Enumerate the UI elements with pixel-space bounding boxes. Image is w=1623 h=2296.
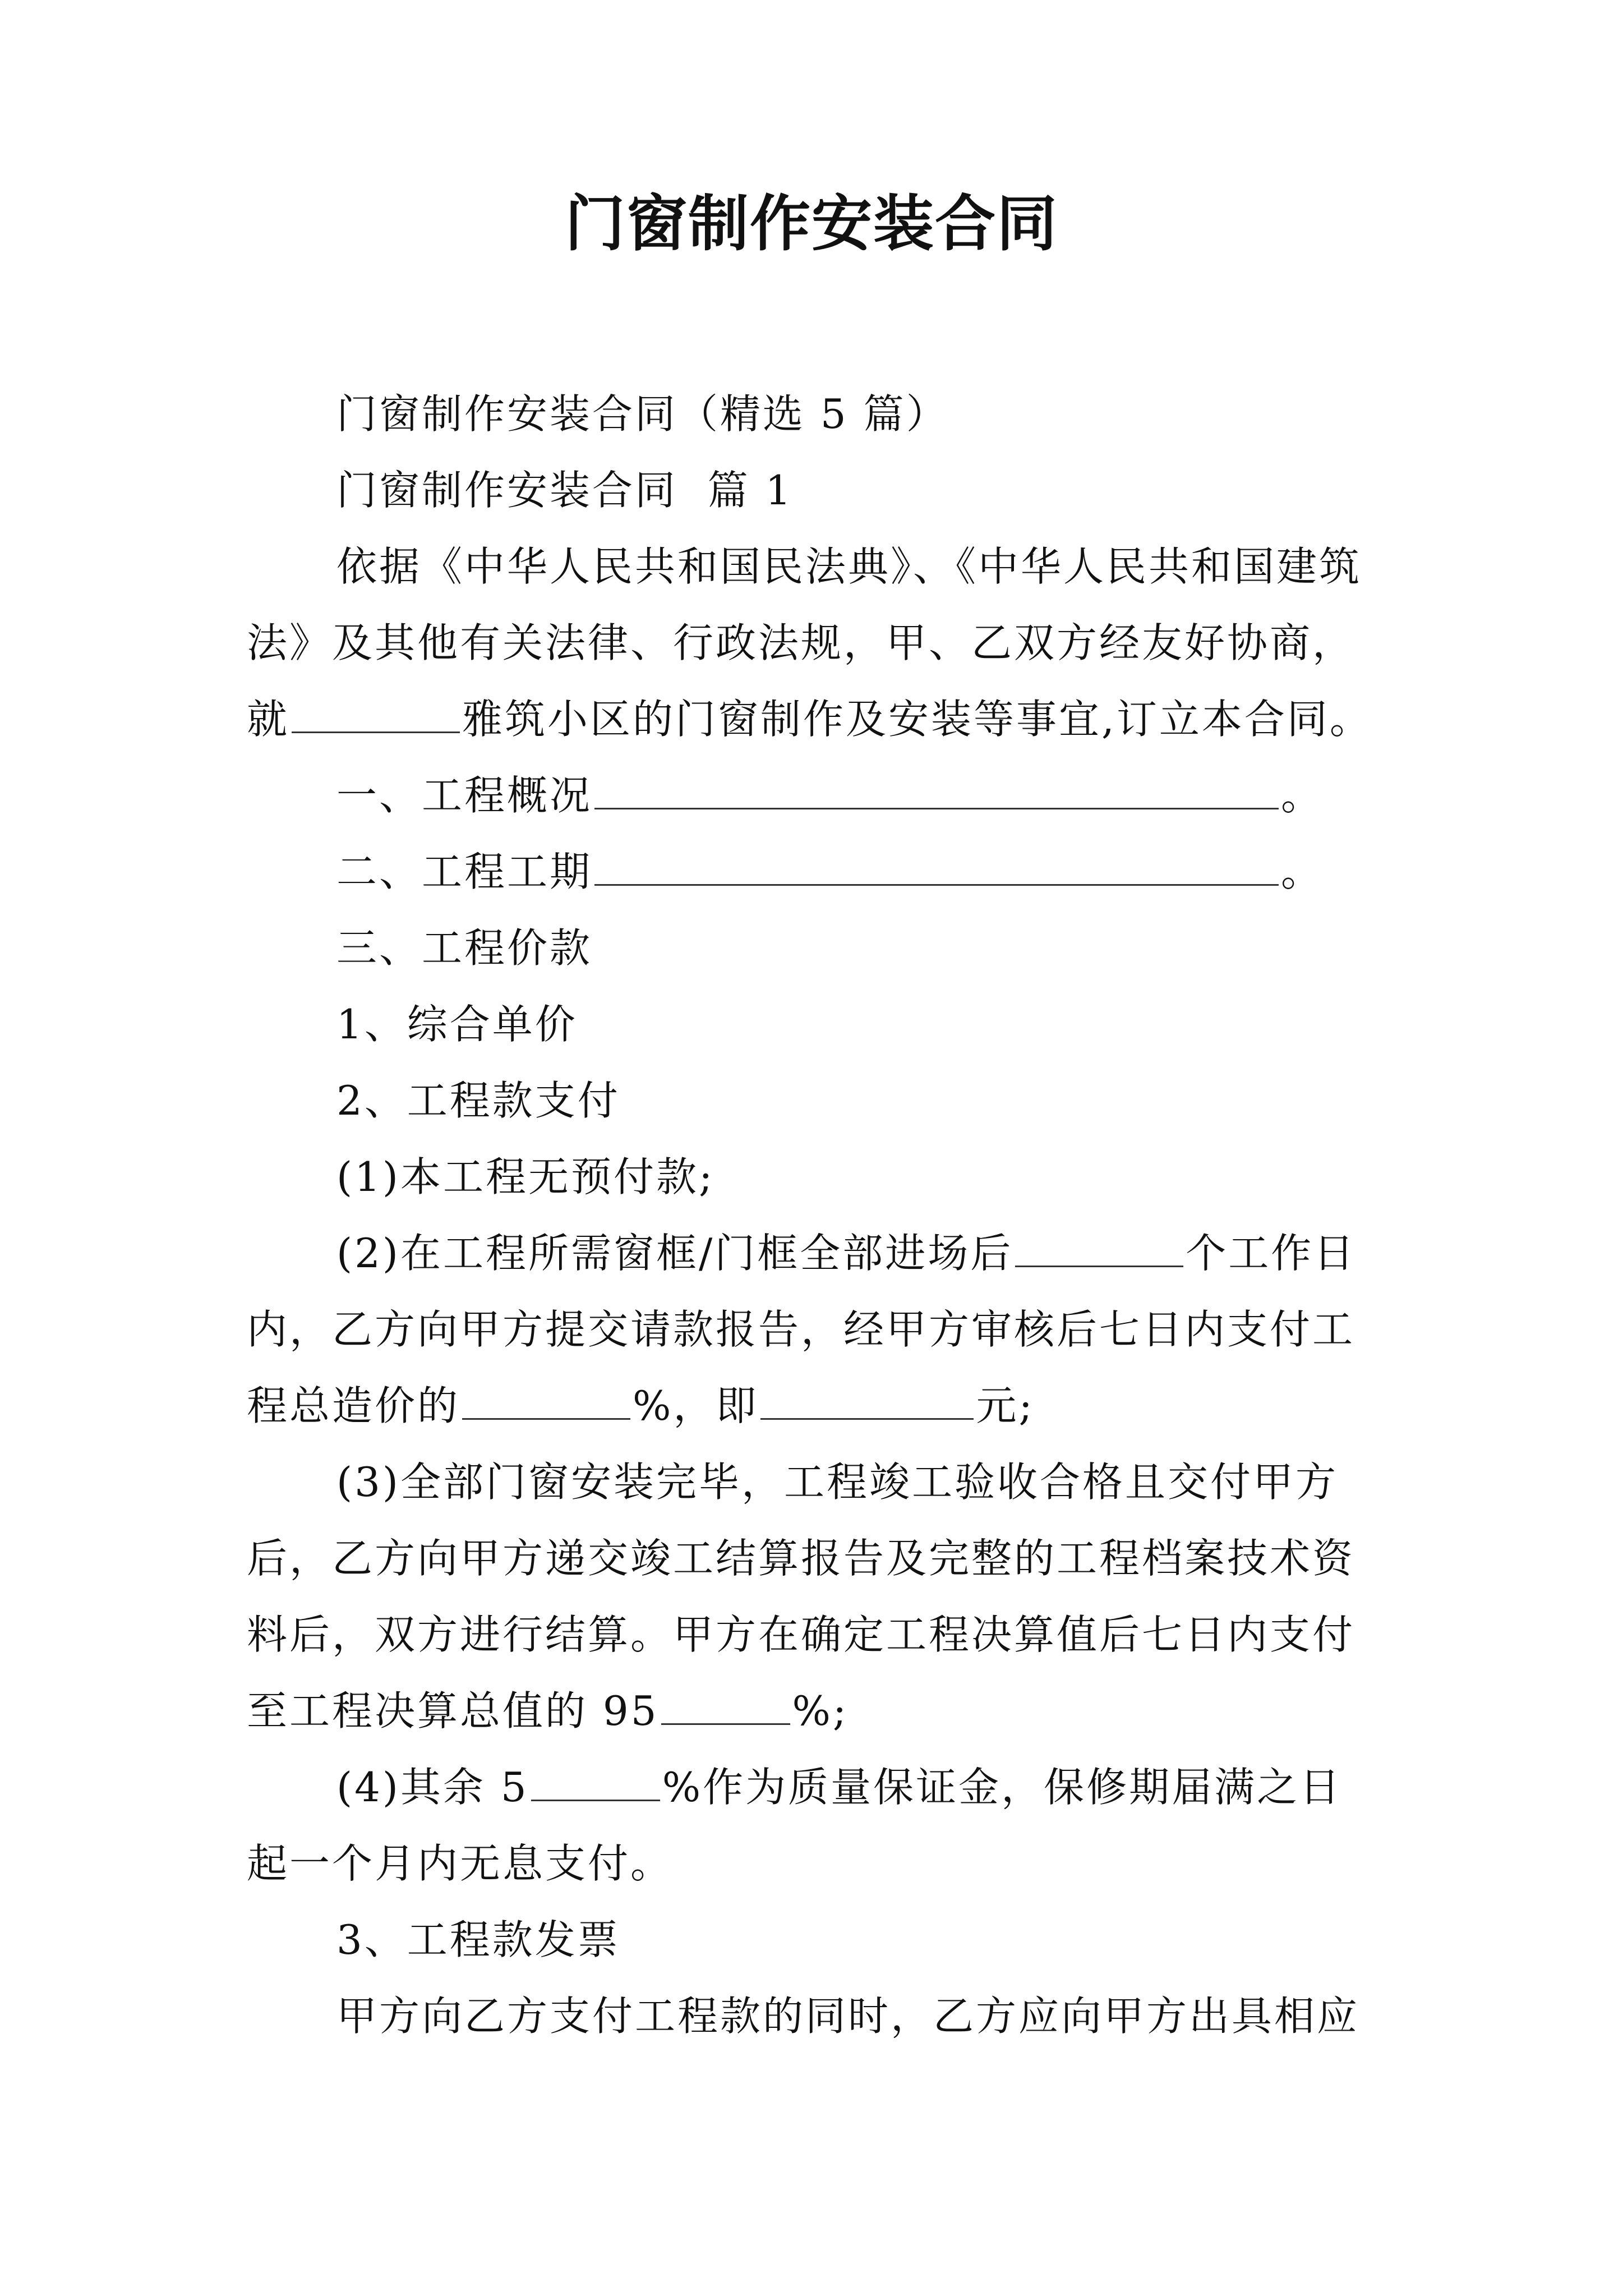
payment-clause-2: [247, 1215, 1380, 1444]
clause-text: (2)在工程所需窗框/门框全部进场后: [336, 1230, 1013, 1277]
item-label: 一、工程概况: [336, 772, 593, 819]
clause-text: %;: [792, 1687, 849, 1734]
clause-text: %作为质量保证金，保修期届满之日起一个月内无息支付。: [247, 1764, 1343, 1887]
blank-field: [531, 1767, 660, 1801]
blank-field: [292, 699, 460, 733]
blank-field: [462, 1386, 630, 1420]
item-project-price: 三、工程价款: [336, 924, 593, 972]
blank-field: [594, 775, 1279, 809]
section-heading: 门窗制作安装合同 篇 1: [336, 467, 794, 514]
last-paragraph: 甲方向乙方支付工程款的同时，乙方应向甲方出具相应: [336, 1993, 1360, 2040]
document-title: 门窗制作安装合同: [564, 189, 1058, 259]
blank-field: [1015, 1233, 1183, 1267]
sub-invoice: 3、工程款发票: [336, 1916, 620, 1963]
clause-text: 元;: [976, 1382, 1035, 1429]
sub-unit-price: 1、综合单价: [336, 1001, 578, 1048]
payment-clause-4: [247, 1749, 1380, 1902]
sub-payment: 2、工程款支付: [336, 1077, 620, 1124]
intro-text-2: 雅筑小区的门窗制作及安装等事宜,订立本合同。: [462, 696, 1372, 743]
item-project-duration: [247, 834, 1380, 910]
clause-text: (4)其余 5: [336, 1764, 529, 1811]
subtitle: 门窗制作安装合同（精选 5 篇）: [336, 390, 949, 438]
item-end: 。: [1281, 848, 1324, 895]
document-body: [247, 376, 1380, 2054]
item-project-overview: [247, 757, 1380, 834]
intro-text-1: 依据《中华人民共和国民法典》、《中华人民共和国建筑法》及其他有关法律、行政法规，甲、乙双方经友好协商，就: [247, 543, 1362, 743]
item-end: 。: [1281, 772, 1324, 819]
intro-paragraph: [247, 528, 1380, 757]
blank-field: [594, 852, 1279, 886]
blank-field: [760, 1386, 974, 1420]
payment-clause-3: [247, 1444, 1380, 1749]
blank-field: [661, 1691, 790, 1725]
clause-text: 个工作日内，乙方向甲方提交请款报告，经甲方审核后七日内支付工程总造价的: [247, 1230, 1357, 1429]
item-label: 二、工程工期: [336, 848, 593, 895]
payment-clause-1: (1)本工程无预付款;: [336, 1153, 715, 1200]
clause-text: %，即: [633, 1382, 759, 1429]
clause-text: (3)全部门窗安装完毕，工程竣工验收合格且交付甲方后，乙方向甲方递交竣工结算报告及完整的工程档案技术资料后，双方进行结算。甲方在确定工程决算值后七日内支付至工程决算总值的 95: [247, 1458, 1355, 1734]
